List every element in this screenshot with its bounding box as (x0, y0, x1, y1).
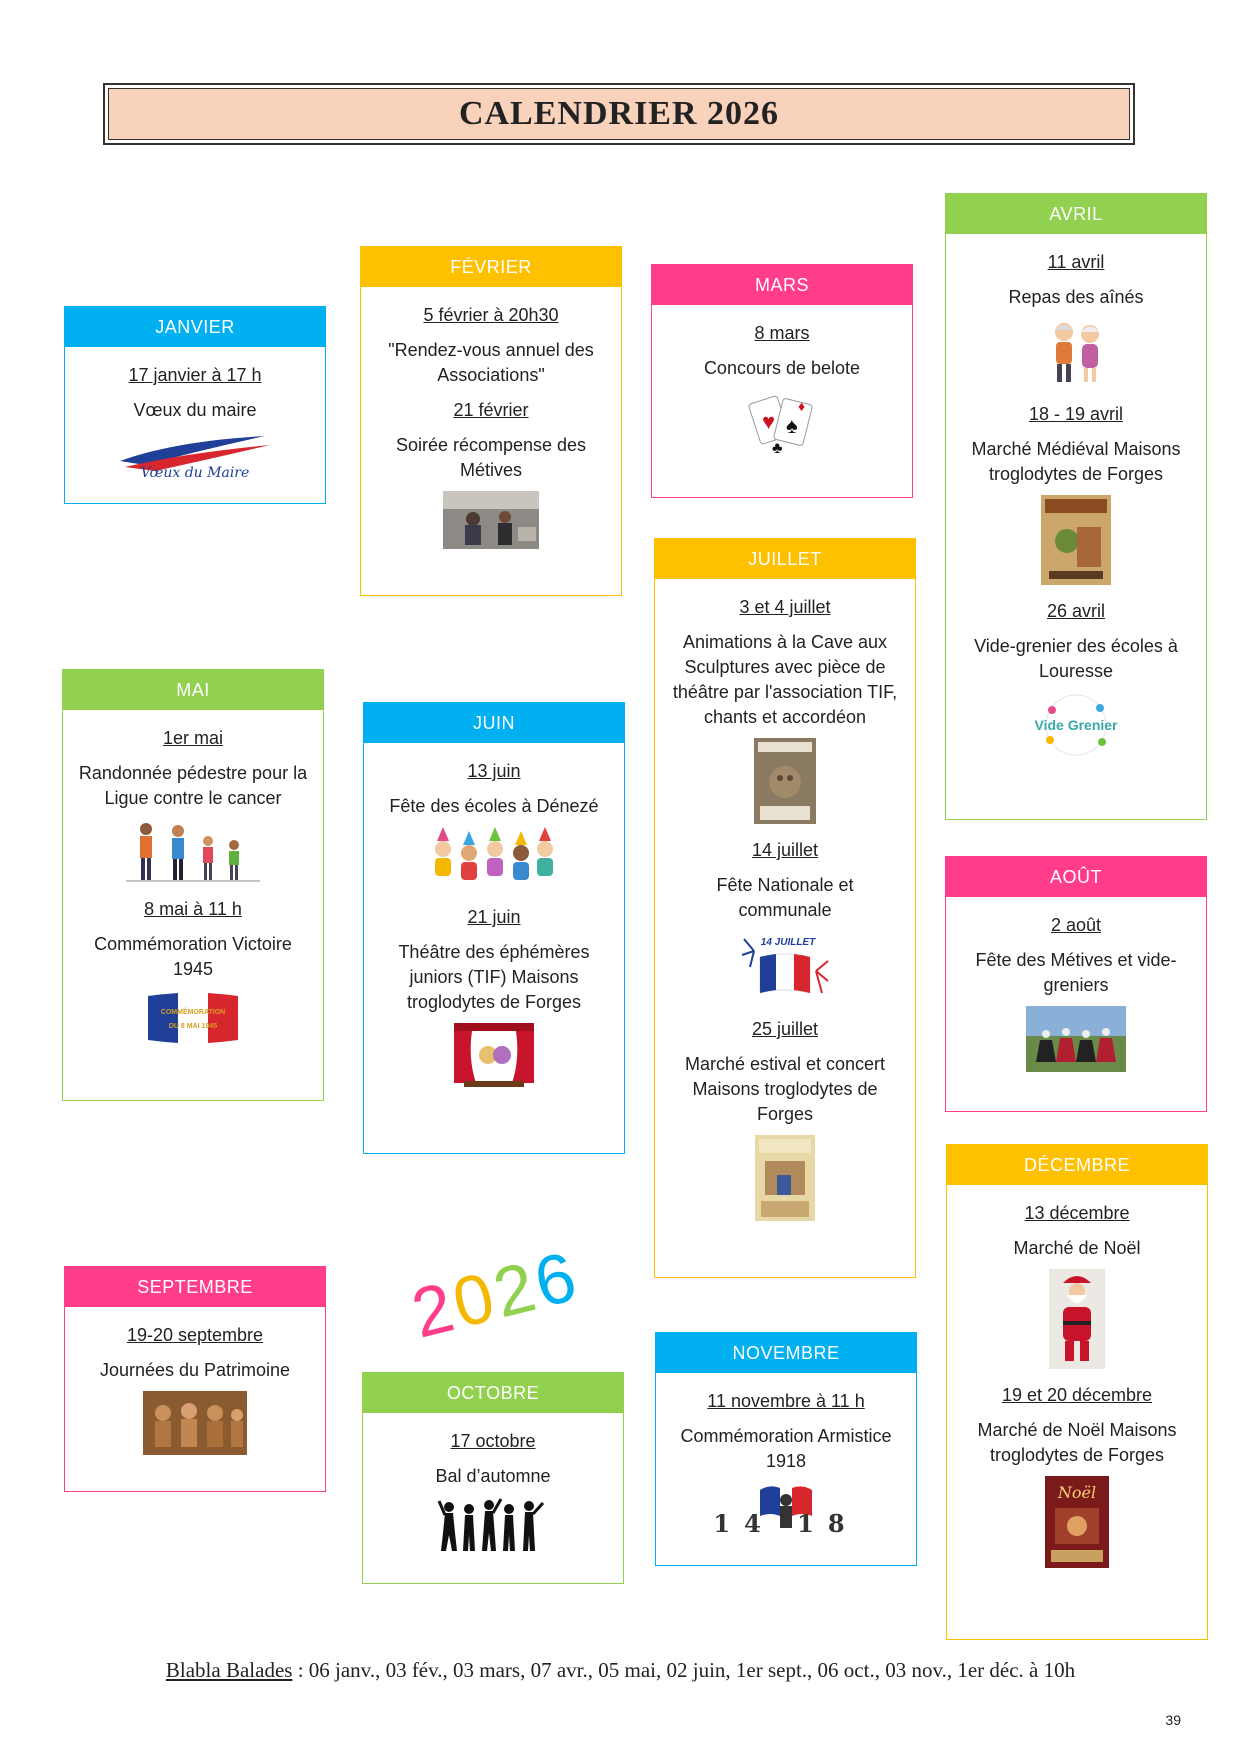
month-header: JUILLET (655, 539, 915, 579)
event-date: 2 août (1050, 915, 1102, 935)
event-title: Théâtre des éphémères juniors (TIF) Maisons troglodytes de Forges (398, 942, 590, 1012)
event-date: 26 avril (1046, 601, 1106, 621)
event-title: Commémoration Armistice 1918 (680, 1426, 892, 1471)
event-title: Animations à la Cave aux Sculptures avec pièce de théâtre par l'association TIF, chants et accordéon (672, 632, 898, 727)
event-title: Concours de belote (703, 358, 861, 378)
month-header: DÉCEMBRE (947, 1145, 1207, 1185)
event-title: Journées du Patrimoine (99, 1360, 291, 1380)
fireworks-flag-text: 14 JUILLET (760, 937, 816, 948)
month-card-juillet (654, 538, 916, 1278)
month-card-aout (945, 856, 1207, 1112)
event-date: 8 mars (754, 323, 810, 343)
event-date: 11 novembre à 11 h (707, 1391, 865, 1411)
kids-party-icon (427, 827, 561, 891)
svg-text:♥: ♥ (762, 409, 776, 434)
svg-text:♠: ♠ (786, 413, 798, 438)
armistice-logo-icon (713, 1482, 859, 1538)
french-flag-banner-icon (148, 990, 238, 1046)
event-title: Marché estival et concert Maisons troglodytes de Forges (684, 1054, 886, 1124)
event-date: 19-20 septembre (126, 1325, 264, 1345)
footer-label: Blabla Balades (165, 1658, 293, 1682)
event-date: 21 février (453, 400, 529, 420)
month-card-octobre (362, 1372, 624, 1584)
elderly-couple-icon (1038, 318, 1114, 388)
sculpture-photo-icon (143, 1391, 247, 1455)
event-title: Vœux du maire (133, 400, 257, 420)
event-date: 17 octobre (450, 1431, 536, 1451)
year-digit-1: 2 (404, 1267, 462, 1353)
event-date: 13 juin (467, 761, 521, 781)
month-header: JUIN (364, 703, 624, 743)
month-card-juin (363, 702, 625, 1154)
event-date: 18 - 19 avril (1028, 404, 1124, 424)
month-card-novembre (655, 1332, 917, 1566)
noel-poster-icon (1045, 1476, 1109, 1568)
month-card-janvier (64, 306, 326, 504)
medieval-poster-icon (1041, 495, 1111, 585)
year-digit-2: 0 (445, 1257, 502, 1343)
footer-text: : 06 janv., 03 fév., 03 mars, 07 avr., 05 mai, 02 juin, 1er sept., 06 oct., 03 nov., 1er déc. à 10h (292, 1658, 1076, 1682)
event-date: 13 décembre (1024, 1203, 1130, 1223)
armistice-logo-text: 14 18 (713, 1509, 859, 1538)
svg-text:♣: ♣ (772, 440, 783, 457)
event-date: 21 juin (467, 907, 521, 927)
month-header: SEPTEMBRE (65, 1267, 325, 1307)
event-date: 19 et 20 décembre (1001, 1385, 1153, 1405)
blabla-balades-footer (0, 1658, 1241, 1683)
event-title: "Rendez-vous annuel des Associations" (388, 340, 594, 385)
fireworks-flag-icon (740, 931, 830, 1003)
summer-market-poster-icon (755, 1135, 815, 1221)
voeux-du-maire-logo-icon (115, 431, 275, 481)
voeux-logo-text: Vœux du Maire (140, 465, 250, 481)
event-title: Bal d’automne (435, 1466, 551, 1486)
month-header: AVRIL (946, 194, 1206, 234)
folk-dance-photo-icon (1026, 1006, 1126, 1072)
year-digit-3: 2 (485, 1247, 543, 1333)
month-card-avril (945, 193, 1207, 820)
svg-text:COMMÉMORATION: COMMÉMORATION (160, 1009, 226, 1016)
event-date: 1er mai (162, 728, 224, 748)
event-title: Vide-grenier des écoles à Louresse (974, 636, 1178, 681)
month-header: JANVIER (65, 307, 325, 347)
event-date: 17 janvier à 17 h (128, 365, 262, 385)
noel-poster-text: Noël (1057, 1483, 1097, 1502)
month-card-decembre (946, 1144, 1208, 1640)
soiree-photo-icon (443, 491, 539, 549)
year-2026-decoration (400, 1225, 600, 1353)
month-header: AOÛT (946, 857, 1206, 897)
vide-grenier-logo-text: Vide Grenier (1034, 717, 1118, 733)
month-card-mai (62, 669, 324, 1101)
month-card-fevrier (360, 246, 622, 596)
playing-cards-icon (742, 389, 822, 459)
event-date: 5 février à 20h30 (423, 305, 559, 325)
santa-photo-icon (1049, 1269, 1105, 1369)
month-card-mars (651, 264, 913, 498)
event-title: Repas des aînés (1008, 287, 1144, 307)
month-header: OCTOBRE (363, 1373, 623, 1413)
cave-poster-icon (754, 738, 816, 824)
page-title: CALENDRIER 2026 (108, 88, 1130, 140)
event-title: Marché de Noël Maisons troglodytes de Forges (977, 1420, 1177, 1465)
event-title: Fête des Métives et vide-greniers (975, 950, 1177, 995)
month-header: FÉVRIER (361, 247, 621, 287)
title-frame (103, 83, 1135, 145)
theatre-stage-icon (454, 1023, 534, 1087)
month-header: MARS (652, 265, 912, 305)
hikers-icon (126, 819, 260, 883)
event-date: 25 juillet (751, 1019, 819, 1039)
month-header: MAI (63, 670, 323, 710)
month-card-septembre (64, 1266, 326, 1492)
event-date: 14 juillet (751, 840, 819, 860)
event-date: 11 avril (1047, 252, 1105, 272)
dancers-silhouette-icon (439, 1497, 547, 1553)
svg-text:♦: ♦ (798, 398, 806, 414)
vide-grenier-logo-icon (1034, 692, 1118, 758)
event-date: 3 et 4 juillet (739, 597, 831, 617)
event-title: Soirée récompense des Métives (395, 435, 587, 480)
event-title: Marché de Noël (1013, 1238, 1141, 1258)
event-title: Randonnée pédestre pour la Ligue contre le cancer (78, 763, 308, 808)
month-header: NOVEMBRE (656, 1333, 916, 1373)
svg-text:DU 8 MAI 1945: DU 8 MAI 1945 (168, 1023, 218, 1030)
event-title: Commémoration Victoire 1945 (94, 934, 292, 979)
page-number: 39 (1165, 1712, 1181, 1728)
event-title: Fête des écoles à Dénezé (389, 796, 599, 816)
year-digit-4: 6 (526, 1237, 584, 1323)
event-title: Marché Médiéval Maisons troglodytes de Forges (971, 439, 1181, 484)
event-date: 8 mai à 11 h (144, 899, 242, 919)
event-title: Fête Nationale et communale (716, 875, 854, 920)
